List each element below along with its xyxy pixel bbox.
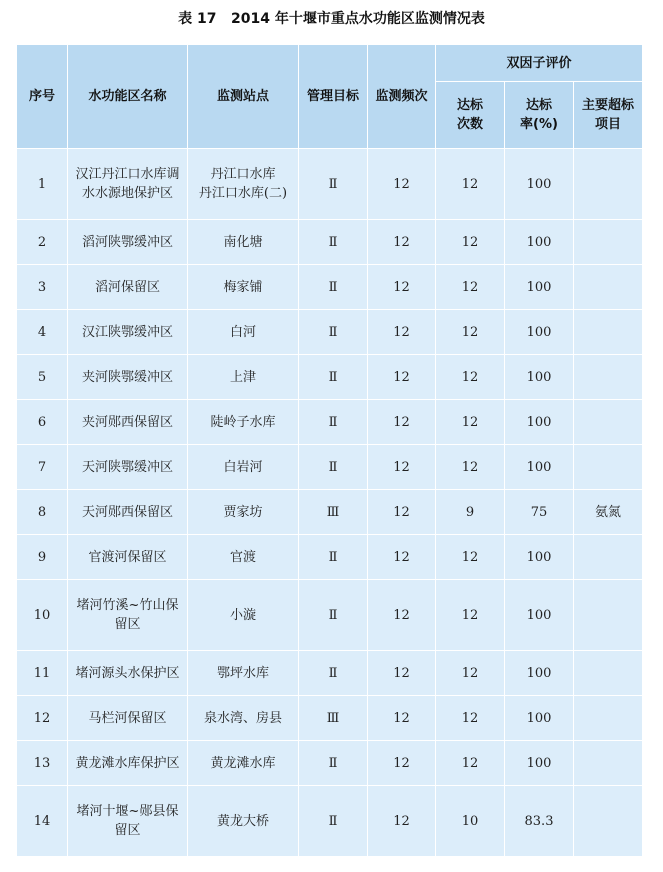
cell-pass-rate: 100 bbox=[505, 265, 573, 309]
cell-station: 黄龙滩水库 bbox=[188, 741, 298, 785]
cell-frequency: 12 bbox=[368, 651, 435, 695]
cell-zone-name: 天河陕鄂缓冲区 bbox=[68, 445, 187, 489]
cell-pass-count: 12 bbox=[436, 149, 504, 219]
cell-target: Ⅱ bbox=[299, 651, 367, 695]
cell-pass-rate: 100 bbox=[505, 535, 573, 579]
header-pass-count-line1: 达标 bbox=[456, 98, 483, 113]
cell-seq: 1 bbox=[17, 149, 67, 219]
cell-seq: 14 bbox=[17, 786, 67, 856]
table-row bbox=[17, 220, 642, 264]
cell-station: 上津 bbox=[188, 355, 298, 399]
cell-exceed-item bbox=[574, 580, 642, 650]
cell-pass-count: 12 bbox=[436, 741, 504, 785]
cell-pass-count: 12 bbox=[436, 220, 504, 264]
cell-seq: 2 bbox=[17, 220, 67, 264]
header-dual-factor-group: 双因子评价 bbox=[436, 45, 642, 81]
cell-pass-rate: 100 bbox=[505, 149, 573, 219]
header-exceed-line2: 项目 bbox=[595, 117, 622, 132]
cell-zone-name: 堵河源头水保护区 bbox=[68, 651, 187, 695]
cell-target: Ⅱ bbox=[299, 149, 367, 219]
cell-seq: 9 bbox=[17, 535, 67, 579]
cell-zone-name: 滔河陕鄂缓冲区 bbox=[68, 220, 187, 264]
cell-zone-name: 夹河陕鄂缓冲区 bbox=[68, 355, 187, 399]
cell-frequency: 12 bbox=[368, 355, 435, 399]
cell-exceed-item bbox=[574, 310, 642, 354]
cell-exceed-item bbox=[574, 651, 642, 695]
cell-station: 南化塘 bbox=[188, 220, 298, 264]
table-row bbox=[17, 651, 642, 695]
cell-station: 梅家铺 bbox=[188, 265, 298, 309]
table-row bbox=[17, 786, 642, 856]
cell-frequency: 12 bbox=[368, 580, 435, 650]
cell-seq: 13 bbox=[17, 741, 67, 785]
cell-target: Ⅱ bbox=[299, 310, 367, 354]
cell-frequency: 12 bbox=[368, 741, 435, 785]
cell-pass-count: 12 bbox=[436, 445, 504, 489]
cell-pass-rate: 100 bbox=[505, 580, 573, 650]
cell-zone-name: 官渡河保留区 bbox=[68, 535, 187, 579]
cell-seq: 4 bbox=[17, 310, 67, 354]
cell-pass-count: 9 bbox=[436, 490, 504, 534]
cell-exceed-item bbox=[574, 696, 642, 740]
cell-seq: 6 bbox=[17, 400, 67, 444]
cell-station bbox=[188, 149, 298, 219]
cell-zone-name: 滔河保留区 bbox=[68, 265, 187, 309]
table-row bbox=[17, 149, 642, 219]
cell-exceed-item bbox=[574, 220, 642, 264]
cell-pass-rate: 83.3 bbox=[505, 786, 573, 856]
cell-exceed-item bbox=[574, 741, 642, 785]
table-row bbox=[17, 355, 642, 399]
table-row bbox=[17, 490, 642, 534]
cell-frequency: 12 bbox=[368, 696, 435, 740]
header-row-top bbox=[17, 45, 642, 81]
cell-frequency: 12 bbox=[368, 265, 435, 309]
header-frequency: 监测频次 bbox=[368, 45, 435, 148]
cell-target: Ⅱ bbox=[299, 400, 367, 444]
cell-seq: 11 bbox=[17, 651, 67, 695]
header-exceed-item bbox=[574, 82, 642, 148]
table-row bbox=[17, 741, 642, 785]
cell-station: 白岩河 bbox=[188, 445, 298, 489]
table-row bbox=[17, 265, 642, 309]
cell-zone-name: 汉江丹江口水库调水水源地保护区 bbox=[68, 149, 187, 219]
cell-zone-name: 夹河郧西保留区 bbox=[68, 400, 187, 444]
cell-exceed-item bbox=[574, 265, 642, 309]
header-pass-count-line2: 次数 bbox=[456, 117, 483, 132]
cell-pass-count: 12 bbox=[436, 580, 504, 650]
cell-zone-name: 堵河十堰~郧县保留区 bbox=[68, 786, 187, 856]
cell-frequency: 12 bbox=[368, 220, 435, 264]
cell-target: Ⅱ bbox=[299, 265, 367, 309]
header-pass-rate-line1: 达标 bbox=[525, 98, 552, 113]
cell-seq: 10 bbox=[17, 580, 67, 650]
cell-frequency: 12 bbox=[368, 535, 435, 579]
cell-pass-rate: 100 bbox=[505, 651, 573, 695]
cell-pass-rate: 100 bbox=[505, 696, 573, 740]
header-target: 管理目标 bbox=[299, 45, 367, 148]
cell-zone-name: 马栏河保留区 bbox=[68, 696, 187, 740]
cell-pass-count: 12 bbox=[436, 535, 504, 579]
cell-frequency: 12 bbox=[368, 786, 435, 856]
cell-target: Ⅱ bbox=[299, 535, 367, 579]
cell-exceed-item bbox=[574, 535, 642, 579]
cell-exceed-item bbox=[574, 400, 642, 444]
table-row bbox=[17, 310, 642, 354]
cell-station: 黄龙大桥 bbox=[188, 786, 298, 856]
cell-frequency: 12 bbox=[368, 149, 435, 219]
cell-exceed-item bbox=[574, 445, 642, 489]
cell-frequency: 12 bbox=[368, 445, 435, 489]
cell-pass-rate: 100 bbox=[505, 741, 573, 785]
cell-seq: 5 bbox=[17, 355, 67, 399]
header-zone-name: 水功能区名称 bbox=[68, 45, 187, 148]
cell-target: Ⅲ bbox=[299, 490, 367, 534]
cell-pass-rate: 100 bbox=[505, 310, 573, 354]
cell-seq: 3 bbox=[17, 265, 67, 309]
header-pass-rate bbox=[505, 82, 573, 148]
cell-zone-name: 天河郧西保留区 bbox=[68, 490, 187, 534]
cell-pass-rate: 75 bbox=[505, 490, 573, 534]
cell-station: 鄂坪水库 bbox=[188, 651, 298, 695]
cell-target: Ⅲ bbox=[299, 696, 367, 740]
cell-frequency: 12 bbox=[368, 400, 435, 444]
cell-station-line2: 丹江口水库(二) bbox=[198, 186, 288, 201]
cell-exceed-item: 氨氮 bbox=[574, 490, 642, 534]
table-row bbox=[17, 445, 642, 489]
cell-station: 白河 bbox=[188, 310, 298, 354]
cell-station: 官渡 bbox=[188, 535, 298, 579]
header-pass-count bbox=[436, 82, 504, 148]
cell-pass-count: 12 bbox=[436, 400, 504, 444]
cell-zone-name: 黄龙滩水库保护区 bbox=[68, 741, 187, 785]
cell-pass-count: 12 bbox=[436, 265, 504, 309]
cell-target: Ⅱ bbox=[299, 580, 367, 650]
cell-pass-rate: 100 bbox=[505, 400, 573, 444]
cell-pass-count: 10 bbox=[436, 786, 504, 856]
cell-target: Ⅱ bbox=[299, 220, 367, 264]
table-row bbox=[17, 400, 642, 444]
cell-station: 小漩 bbox=[188, 580, 298, 650]
cell-pass-count: 12 bbox=[436, 310, 504, 354]
cell-station: 泉水湾、房县 bbox=[188, 696, 298, 740]
header-pass-rate-line2: 率(%) bbox=[520, 117, 558, 132]
cell-seq: 7 bbox=[17, 445, 67, 489]
table-caption: 表 17 2014 年十堰市重点水功能区监测情况表 bbox=[178, 11, 485, 27]
header-seq: 序号 bbox=[17, 45, 67, 148]
cell-target: Ⅱ bbox=[299, 355, 367, 399]
cell-station: 陡岭子水库 bbox=[188, 400, 298, 444]
cell-pass-rate: 100 bbox=[505, 355, 573, 399]
cell-station: 贾家坊 bbox=[188, 490, 298, 534]
header-station: 监测站点 bbox=[188, 45, 298, 148]
table-row bbox=[17, 696, 642, 740]
cell-pass-rate: 100 bbox=[505, 220, 573, 264]
cell-seq: 12 bbox=[17, 696, 67, 740]
cell-frequency: 12 bbox=[368, 310, 435, 354]
cell-target: Ⅱ bbox=[299, 786, 367, 856]
cell-pass-rate: 100 bbox=[505, 445, 573, 489]
cell-zone-name: 堵河竹溪~竹山保留区 bbox=[68, 580, 187, 650]
cell-pass-count: 12 bbox=[436, 696, 504, 740]
table-row bbox=[17, 580, 642, 650]
table-row bbox=[17, 535, 642, 579]
cell-frequency: 12 bbox=[368, 490, 435, 534]
cell-seq: 8 bbox=[17, 490, 67, 534]
cell-target: Ⅱ bbox=[299, 445, 367, 489]
cell-exceed-item bbox=[574, 786, 642, 856]
cell-station-line1: 丹江口水库 bbox=[210, 167, 276, 182]
header-exceed-line1: 主要超标 bbox=[582, 98, 635, 113]
cell-pass-count: 12 bbox=[436, 355, 504, 399]
cell-target: Ⅱ bbox=[299, 741, 367, 785]
cell-exceed-item bbox=[574, 149, 642, 219]
cell-pass-count: 12 bbox=[436, 651, 504, 695]
cell-zone-name: 汉江陕鄂缓冲区 bbox=[68, 310, 187, 354]
cell-exceed-item bbox=[574, 355, 642, 399]
water-function-zone-table bbox=[16, 44, 643, 857]
